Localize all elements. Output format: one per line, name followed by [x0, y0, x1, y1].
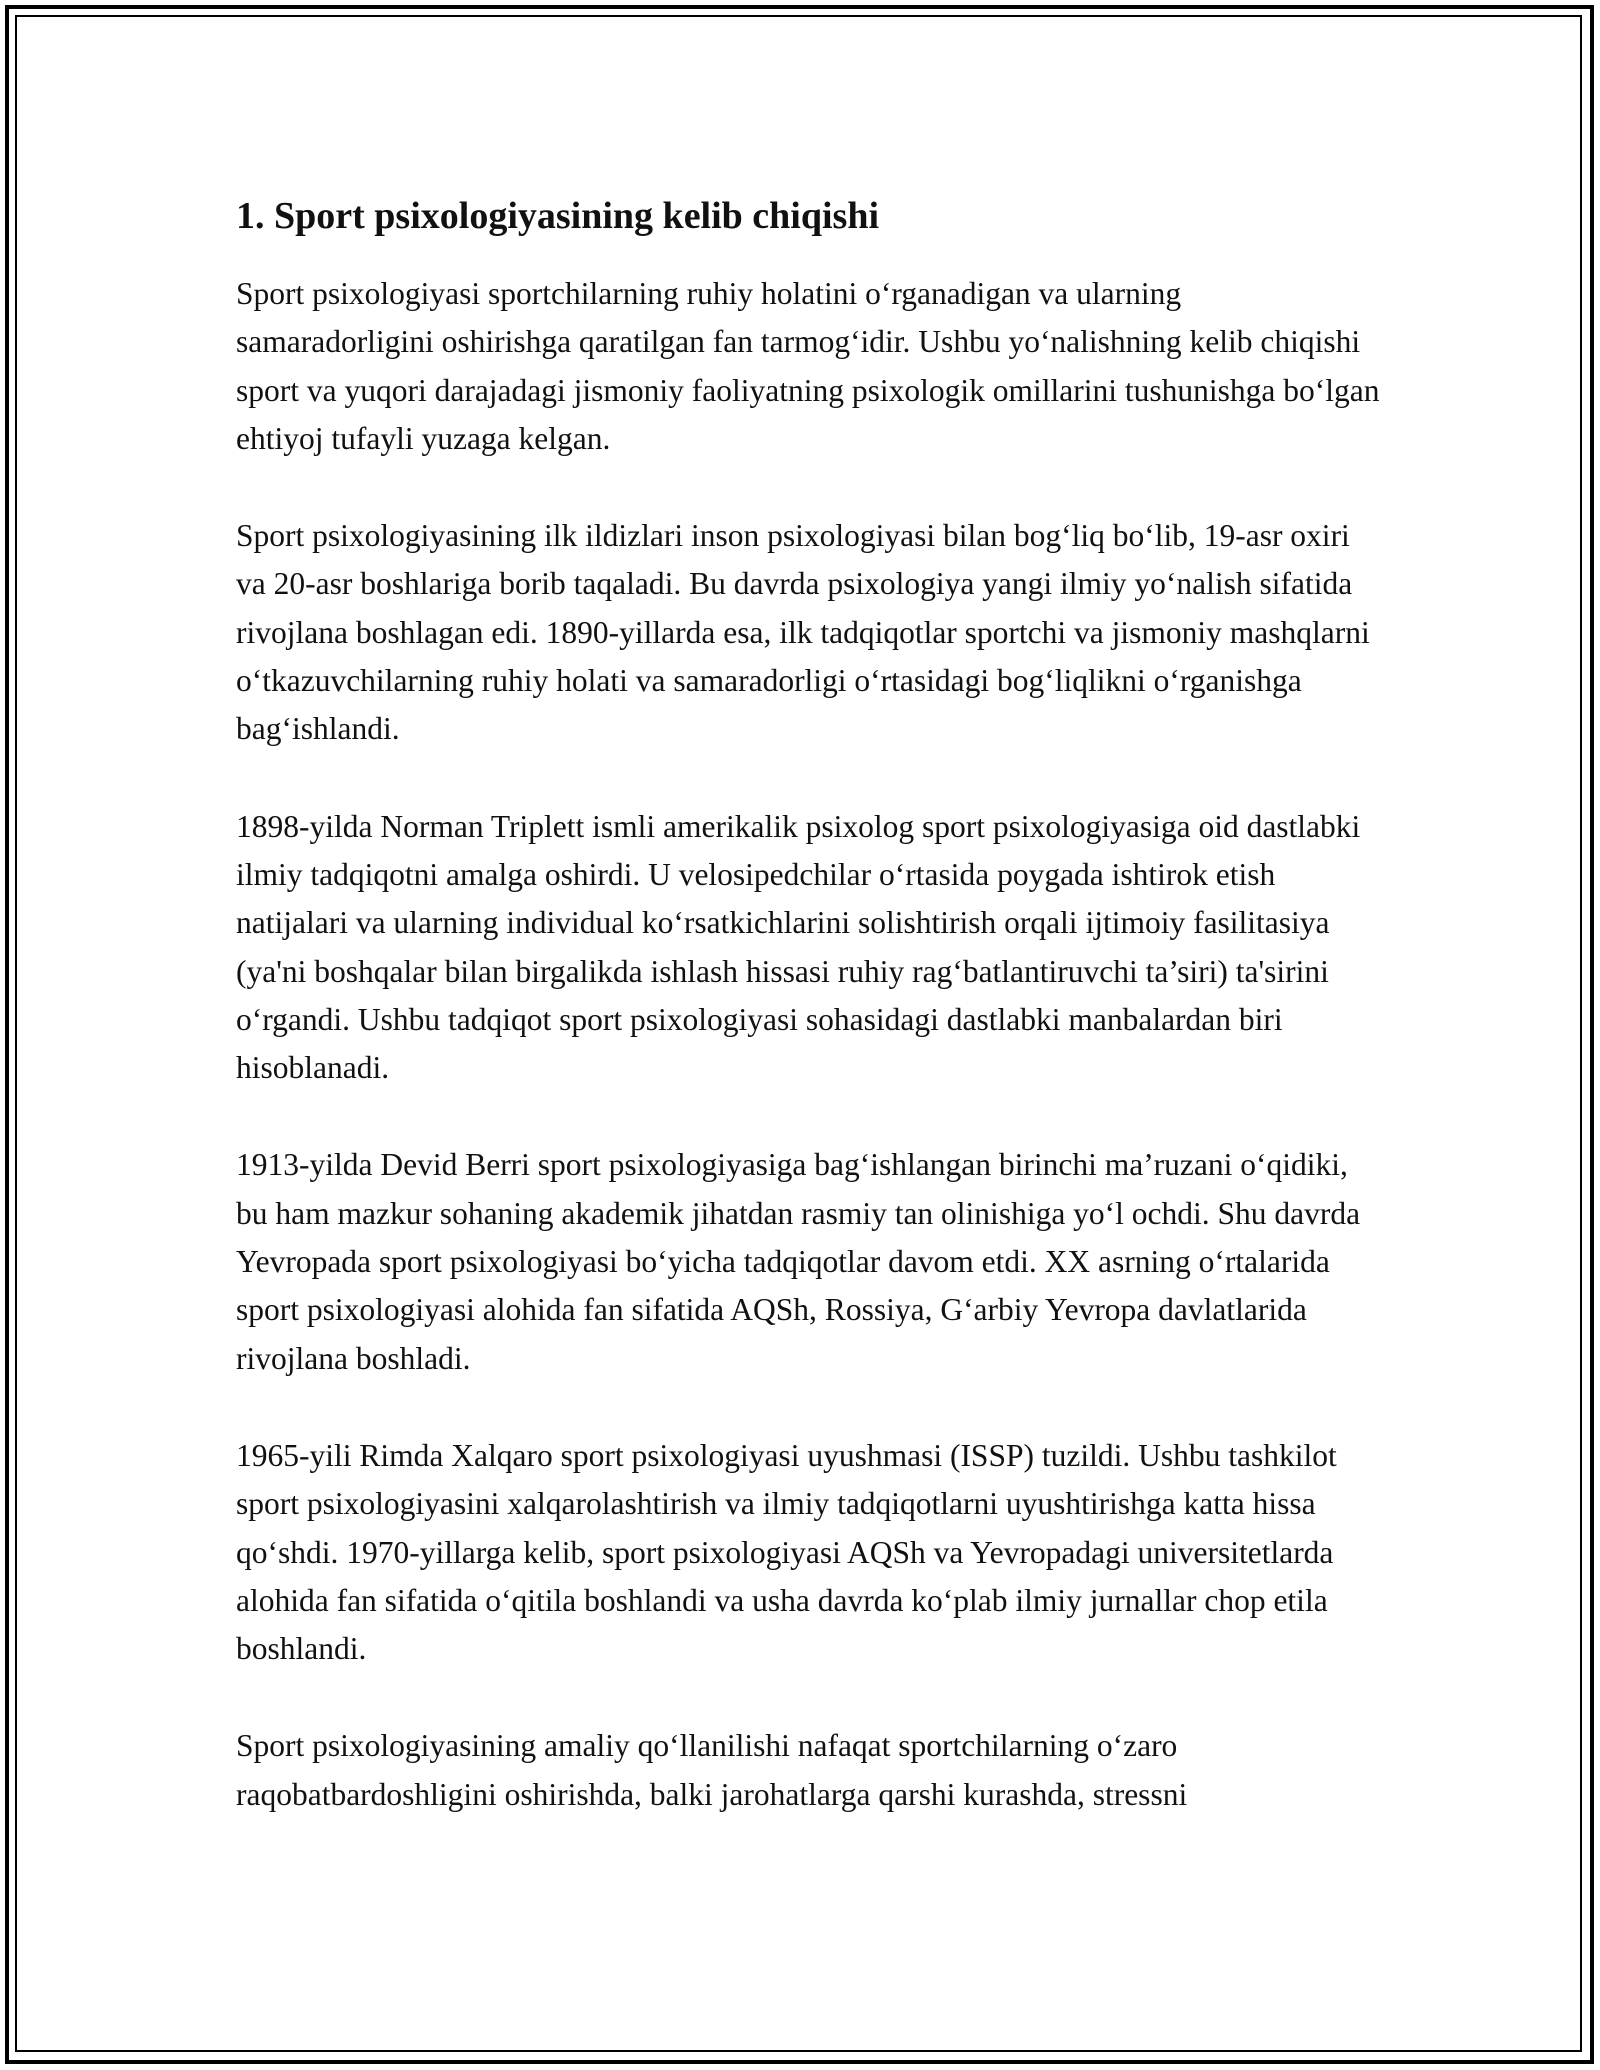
paragraph-issp: 1965-yili Rimda Xalqaro sport psixologiyasi uyushmasi (ISSP) tuzildi. Ushbu tashkilot sport psixologiyasini xalqarolashtirish va ilmiy tadqiqotlarni uyushtirishga katta hissa qo‘shdi. 1970-yillarga kelib, sport psixologiyasi AQSh va Yevropadagi universitetlarda alohida fan sifatida o‘qitila boshlandi va usha davrda ko‘plab ilmiy jurnallar chop etila boshlandi. — [236, 1437, 1337, 1667]
paragraph-intro: Sport psixologiyasi sportchilarning ruhiy holatini o‘rganadigan va ularning samaradorligini oshirishga qaratilgan fan tarmog‘idir. Ushbu yo‘nalishning kelib chiqishi sport va yuqori darajadagi jismoniy faoliyatning psixologik omillarini tushunishga bo‘lgan ehtiyoj tufayli yuzaga kelgan. — [236, 276, 1380, 456]
paragraph-applications: Sport psixologiyasining amaliy qo‘llanilishi nafaqat sportchilarning o‘zaro raqobatbardoshligini oshirishda, balki jarohatlarga qarshi kurashda, stressni — [236, 1728, 1188, 1812]
section-heading: 1. Sport psixologiyasining kelib chiqishi — [236, 195, 880, 237]
paragraph-triplett: 1898-yilda Norman Triplett ismli amerikalik psixolog sport psixologiyasiga oid dastlabki ilmiy tadqiqotni amalga oshirdi. U velosipedchilar o‘rtasida poygada ishtirok etish natijalari va ularning individual ko‘rsatkichlarini solishtirish orqali ijtimoiy fasilitasiya (ya'ni boshqalar bilan birgalikda ishlash hissasi ruhiy rag‘batlantiruvchi ta’siri) ta'sirini o‘rgandi. Ushbu tadqiqot sport psixologiyasi sohasidagi dastlabki manbalardan biri hisoblanadi. — [236, 808, 1361, 1086]
document-body — [236, 188, 1386, 1819]
paragraph-origins: Sport psixologiyasining ilk ildizlari inson psixologiyasi bilan bog‘liq bo‘lib, 19-asr oxiri va 20-asr boshlariga borib taqaladi. Bu davrda psixologiya yangi ilmiy yo‘nalish sifatida rivojlana boshlagan edi. 1890-yillarda esa, ilk tadqiqotlar sportchi va jismoniy mashqlarni o‘tkazuvchilarning ruhiy holati va samaradorligi o‘rtasidagi bog‘liqlikni o‘rganishga bag‘ishlandi. — [236, 518, 1370, 747]
paragraph-berri: 1913-yilda Devid Berri sport psixologiyasiga bag‘ishlangan birinchi ma’ruzani o‘qidiki, bu ham mazkur sohaning akademik jihatdan rasmiy tan olinishiga yo‘l ochdi. Shu davrda Yevropada sport psixologiyasi bo‘yicha tadqiqotlar davom etdi. XX asrning o‘rtalarida sport psixologiyasi alohida fan sifatida AQSh, Rossiya, G‘arbiy Yevropa davlatlarida rivojlana boshladi. — [236, 1147, 1361, 1376]
